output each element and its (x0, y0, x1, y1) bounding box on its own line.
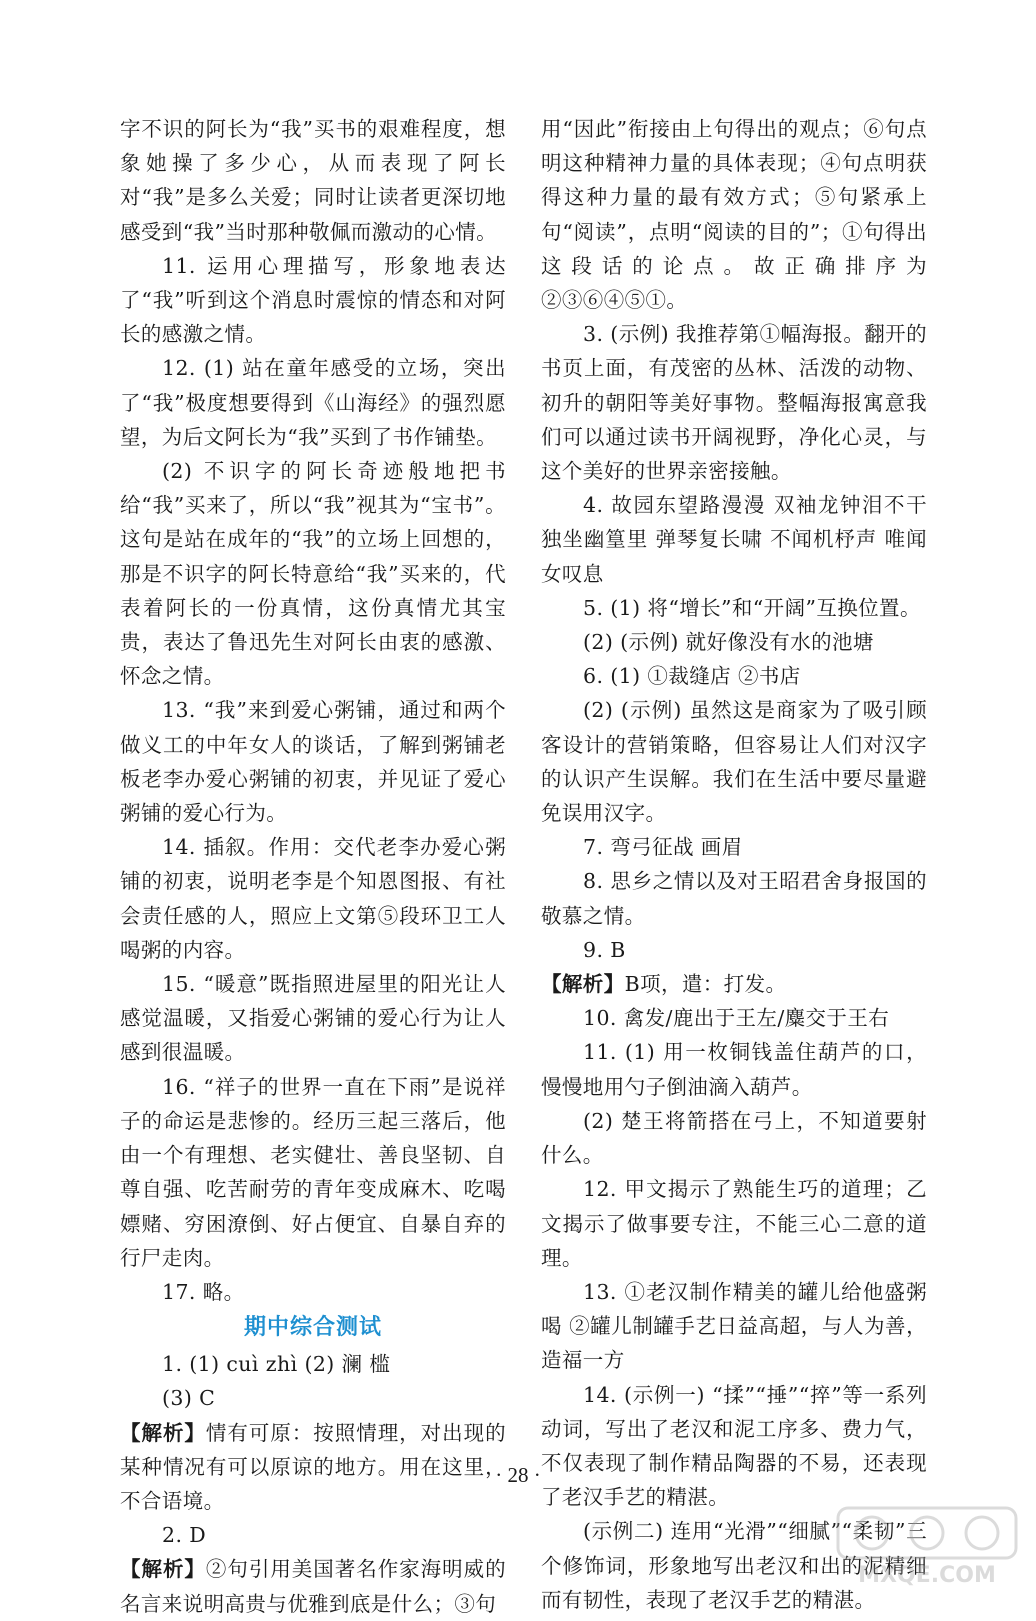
analysis-paragraph (541, 967, 927, 1001)
analysis-paragraph (120, 1552, 506, 1620)
analysis-tag: 【解析】 (120, 1557, 206, 1582)
answer-paragraph: 14. (示例一) “揉”“捶”“捽”等一系列动词，写出了老汉和泥工序多、费力气，不仅表现了制作精品陶器的不易，还表现了老汉手艺的精湛。 (541, 1382, 927, 1510)
answer-paragraph: 8. 思乡之情以及对王昭君舍身报国的敬慕之情。 (541, 869, 927, 928)
answer-paragraph: 13. ①老汉制作精美的罐儿给他盛粥喝 ②罐儿制罐手艺日益高超，与人为善，造福一方 (541, 1279, 927, 1373)
answer-paragraph: 11. (1) 用一枚铜钱盖住葫芦的口，慢慢地用勺子倒油滴入葫芦。 (541, 1040, 927, 1099)
watermark-logo-icon (832, 1504, 1022, 1590)
section-heading: 期中综合测试 (243, 1315, 382, 1341)
answer-paragraph: 12. 甲文揭示了熟能生巧的道理；乙文揭示了做事要专注，不能三心二意的道理。 (541, 1177, 927, 1270)
answer-paragraph: 17. 略。 (162, 1279, 245, 1304)
analysis-tag: 【解析】 (120, 1420, 206, 1445)
answer-paragraph: 5. (1) 将“增长”和“开阔”互换位置。 (583, 595, 921, 620)
answer-paragraph: (2) 不识字的阿长奇迹般地把书给“我”买来了，所以“我”视其为“宝书”。这句是站在成年的“我”的立场上回想的，那是不识字的阿长特意给“我”买来的，代表着阿长的一份真情，这份真情尤其宝贵，表达了鲁迅先生对阿长由衷的感激、怀念之情。 (120, 459, 506, 689)
page-number: · 28 · (495, 1463, 541, 1487)
answer-paragraph: (3) C (162, 1386, 216, 1411)
analysis-text: ②句引用美国著名作家海明威的名言来说明高贵与优雅到底是什么；③句 (120, 1557, 506, 1616)
answer-paragraph: 9. B (583, 937, 626, 962)
answer-paragraph: 用“因此”衔接由上句得出的观点；⑥句点明这种精神力量的具体表现；④句点明获得这种力量的最有效方式；⑤句紧承上句“阅读”，点明“阅读的目的”；①句得出这段话的论点。故正确排序为②③⑥④⑤①。 (541, 117, 927, 313)
left-column (120, 112, 506, 1621)
answer-paragraph: 3. (示例) 我推荐第①幅海报。翻开的书页上面，有茂密的丛林、活泼的动物、初升的朝阳等美好事物。整幅海报寓意我们可以通过读书开阔视野，净化心灵，与这个美好的世界亲密接触。 (541, 322, 927, 484)
answer-paragraph: 12. (1) 站在童年感受的立场，突出了“我”极度想要得到《山海经》的强烈愿望，为后文阿长为“我”买到了书作铺垫。 (120, 356, 506, 449)
watermark-text: MXQE.COM (858, 1563, 996, 1588)
answer-paragraph: 6. (1) ①裁缝店 ②书店 (583, 664, 801, 689)
answer-paragraph: 13. “我”来到爱心粥铺，通过和两个做义工的中年女人的谈话，了解到粥铺老板老李办爱心粥铺的初衷，并见证了爱心粥铺的爱心行为。 (120, 698, 506, 826)
answer-paragraph: (示例二) 连用“光滑”“细腻”“柔韧”三个修饰词，形象地写出老汉和出的泥精细而有韧性，表现了老汉手艺的精湛。 (541, 1519, 927, 1612)
analysis-text: B项，遣：打发。 (624, 972, 787, 997)
answer-paragraph: 7. 弯弓征战 画眉 (583, 835, 743, 860)
answer-paragraph: 16. “祥子的世界一直在下雨”是说祥子的命运是悲惨的。经历三起三落后，他由一个有理想、老实健壮、善良坚韧、自尊自强、吃苦耐劳的青年变成麻木、吃喝嫖赌、穷困潦倒、好占便宜、自暴自弃的行尸走肉。 (120, 1074, 506, 1270)
answer-paragraph: (2) (示例) 虽然这是商家为了吸引顾客设计的营销策略，但容易让人们对汉字的认识产生误解。我们在生活中要尽量避免误用汉字。 (541, 698, 927, 826)
analysis-tag: 【解析】 (541, 972, 625, 997)
answer-paragraph: (2) (示例) 就好像没有水的池塘 (583, 630, 874, 655)
analysis-text: 情有可原：按照情理，对出现的某种情况有可以原谅的地方。用在这里，不合语境。 (120, 1420, 506, 1513)
answer-paragraph: 1. (1) cuì zhì (2) 澜 槛 (162, 1352, 391, 1377)
answer-paragraph: 字不识的阿长为“我”买书的艰难程度，想象她操了多少心，从而表现了阿长对“我”是多么关爱；同时让读者更深切地感受到“我”当时那种敬佩而激动的心情。 (120, 117, 506, 244)
answer-paragraph: 14. 插叙。作用：交代老李办爱心粥铺的初衷，说明老李是个知恩图报、有社会责任感的人，照应上文第⑤段环卫工人喝粥的内容。 (120, 835, 506, 962)
answer-paragraph: 10. 禽发/鹿出于王左/麋交于王右 (583, 1006, 890, 1031)
right-column (541, 112, 927, 1617)
answer-paragraph: (2) 楚王将箭搭在弓上，不知道要射什么。 (541, 1108, 927, 1168)
answer-paragraph: 4. 故园东望路漫漫 双袖龙钟泪不干 独坐幽篁里 弹琴复长啸 不闻机杼声 唯闻女叹息 (541, 493, 927, 586)
answer-paragraph: 11. 运用心理描写，形象地表达了“我”听到这个消息时震惊的情态和对阿长的感激之情。 (120, 253, 506, 347)
answer-paragraph: 2. D (162, 1523, 207, 1548)
answer-paragraph: 15. “暖意”既指照进屋里的阳光让人感觉温暖，又指爱心粥铺的爱心行为让人感到很温暖。 (120, 972, 506, 1065)
